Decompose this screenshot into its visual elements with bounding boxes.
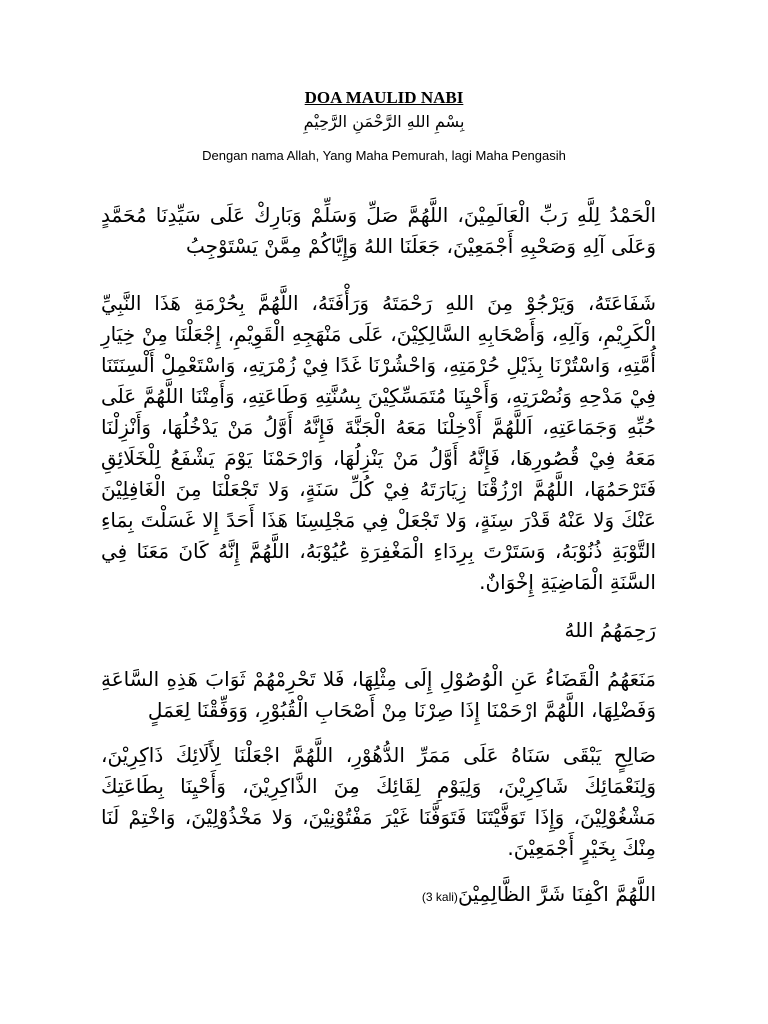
basmalah: بِسْمِ اللهِ الرَّحْمَنِ الرَّحِيْمِ xyxy=(303,112,465,131)
rahimahumullah-line: رَحِمَهُمُ اللهُ xyxy=(564,618,656,642)
prayer-for-deceased-paragraph xyxy=(101,664,656,726)
final-prayer-line xyxy=(101,882,656,906)
paragraph-text: مَنَعَهُمُ الْقَضَاءُ عَنِ الْوُصُوْلِ إِلَى مِثْلِهَا، فَلا تَحْرِمْهُمْ ثَوَابَ هَذِهِ السَّاعَةِ وَفَضْلِهَا، اللَّهُمَّ ارْحَمْنَا إِذَا صِرْنَا مِنْ أَصْحَابِ الْقُبُوْرِ، وَوَفِّقْنَا لِعَمَلٍ xyxy=(101,667,656,722)
paragraph-text: الْحَمْدُ لِلَّهِ رَبِّ الْعَالَمِيْنَ، اللَّهُمَّ صَلِّ وَسَلِّمْ وَبَارِكْ عَلَى سَيِّدِنَا مُحَمَّدٍ وَعَلَى آلِهِ وَصَحْبِهِ أَجْمَعِيْنَ، جَعَلَنَا اللهُ وَإِيَّاكُمْ مِمَّنْ يَسْتَوْجِبُ xyxy=(101,203,656,258)
closing-prayer-paragraph xyxy=(101,740,656,864)
basmalah-translation: Dengan nama Allah, Yang Maha Pemurah, lagi Maha Pengasih xyxy=(202,148,566,163)
final-prayer-text: اللَّهُمَّ اكْفِنَا شَرَّ الظَّالِمِيْنَ xyxy=(457,882,656,906)
document-title: DOA MAULID NABI xyxy=(304,88,464,107)
main-prayer-paragraph xyxy=(101,288,656,598)
opening-paragraph xyxy=(101,200,656,262)
paragraph-text: صَالِحٍ يَبْقَى سَنَاهُ عَلَى مَمَرِّ الدُّهُوْرِ، اللَّهُمَّ اجْعَلْنَا لِأَلَائِكَ ذَاكِرِيْنَ، وَلِنَعْمَائِكَ شَاكِرِيْنَ، وَلِيَوْمِ لِقَائِكَ مِنَ الذَّاكِرِيْنَ، وَأَحْيِنَا بِطَاعَتِكَ مَشْغُوْلِيْنَ، وَإِذَا تَوَفَّيْتَنَا فَتَوَفَّنَا غَيْرَ مَفْتُوْنِيْنَ، وَلا مَخْذُوْلِيْنَ، وَاخْتِمْ لَنَا مِنْكَ بِخَيْرٍ أَجْمَعِيْنَ. xyxy=(101,743,656,860)
paragraph-text: شَفَاعَتَهُ، وَيَرْجُوْ مِنَ اللهِ رَحْمَتَهُ وَرَأْفَتَهُ، اللَّهُمَّ بِحُرْمَةِ هَذَا النَّبِيِّ الْكَرِيْمِ، وَآلِهِ، وَأَصْحَابِهِ السَّالِكِيْنَ، عَلَى مَنْهَجِهِ الْقَوِيْمِ، إِجْعَلْنَا مِنْ خِيَارِ أُمَّتِهِ، وَاسْتُرْنَا بِذَيْلِ حُرْمَتِهِ، وَاحْشُرْنَا غَدًا فِيْ زُمْرَتِهِ، وَاسْتَعْمِلْ أَلْسِنَتَنَا فِيْ مَدْحِهِ وَنُصْرَتِهِ، وَأَحْيِنَا مُتَمَسِّكِيْنَ بِسُنَّتِهِ وَطَاعَتِهِ، وَأَمِتْنَا اللَّهُمَّ عَلَى حُبِّهِ وَجَمَاعَتِهِ، اَللَّهُمَّ أَدْخِلْنَا مَعَهُ الْجَنَّةَ فَإِنَّهُ أَوَّلُ مَنْ يَدْخُلُهَا، وَأَنْزِلْنَا مَعَهُ فِيْ قُصُورِهَا، فَإِنَّهُ أَوَّلُ مَنْ يَنْزِلُهَا، وَارْحَمْنَا يَوْمَ يَشْفَعُ لِلْخَلَائِقِ فَتَرْحَمُهَا، اللَّهُمَّ ارْزُقْنَا زِيَارَتَهُ فِيْ كُلِّ سَنَةٍ، وَلا تَجْعَلْنَا مِنَ الْغَافِلِيْنَ عَنْكَ وَلا عَنْهُ قَدْرَ سِنَةٍ، وَلا تَجْعَلْ فِي مَجْلِسِنَا هَذَا أَحَدً إِلا غَسَلْتَ بِمَاءِ التَّوْبَةِ ذُنُوْبَهُ، وَسَتَرْتَ بِرِدَاءِ الْمَغْفِرَةِ عُيُوْبَهُ، اللَّهُمَّ إِنَّهُ كَانَ مَعَنَا فِي السَّنَةِ الْمَاضِيَةِ إِخْوَانٌ. xyxy=(101,291,656,594)
repeat-count: (3 kali) xyxy=(421,890,458,904)
